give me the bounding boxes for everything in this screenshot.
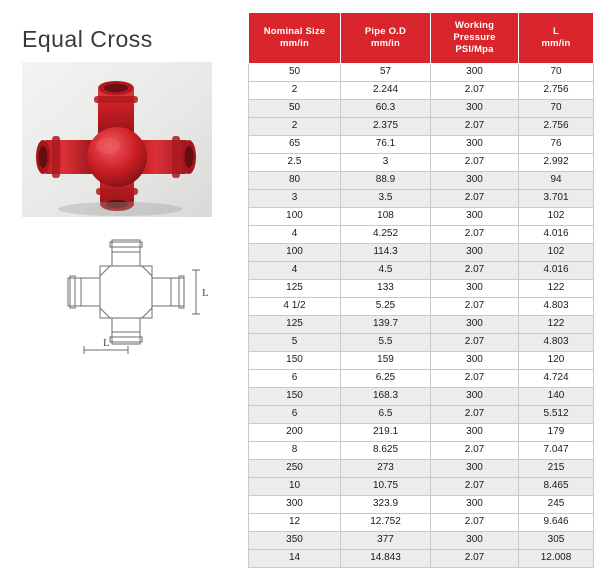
table-cell: 179 [519, 423, 594, 441]
table-row [249, 351, 594, 369]
table-cell: 300 [431, 63, 519, 81]
table-row [249, 81, 594, 99]
table-row [249, 513, 594, 531]
table-cell: 2.244 [341, 81, 431, 99]
table-cell: 50 [249, 99, 341, 117]
table-cell: 150 [249, 351, 341, 369]
table-cell: 100 [249, 207, 341, 225]
table-cell: 120 [519, 351, 594, 369]
table-row [249, 495, 594, 513]
table-row [249, 153, 594, 171]
table-cell: 102 [519, 243, 594, 261]
table-row [249, 207, 594, 225]
header-line-2: mm/in [371, 37, 400, 49]
table-cell: 14.843 [341, 549, 431, 567]
column-header-length [519, 13, 594, 64]
table-cell: 273 [341, 459, 431, 477]
table-row [249, 99, 594, 117]
table-cell: 2.07 [431, 225, 519, 243]
table-cell: 2.07 [431, 189, 519, 207]
table-cell: 300 [431, 171, 519, 189]
table-cell: 3.5 [341, 189, 431, 207]
table-cell: 5.25 [341, 297, 431, 315]
table-cell: 125 [249, 315, 341, 333]
table-cell: 377 [341, 531, 431, 549]
table-cell: 3.701 [519, 189, 594, 207]
table-cell: 122 [519, 315, 594, 333]
table-cell: 3 [249, 189, 341, 207]
table-cell: 65 [249, 135, 341, 153]
table-row [249, 369, 594, 387]
table-cell: 2.07 [431, 369, 519, 387]
product-panel [0, 0, 248, 501]
table-cell: 2 [249, 117, 341, 135]
header-line-1: Working [454, 20, 495, 31]
table-cell: 4.803 [519, 333, 594, 351]
table-cell: 12 [249, 513, 341, 531]
column-header-nominal-size [249, 13, 341, 64]
table-cell: 12.008 [519, 549, 594, 567]
table-cell: 2.07 [431, 333, 519, 351]
table-cell: 300 [431, 495, 519, 513]
table-row [249, 171, 594, 189]
table-cell: 139.7 [341, 315, 431, 333]
table-cell: 2.07 [431, 477, 519, 495]
table-cell: 4.016 [519, 261, 594, 279]
table-cell: 159 [341, 351, 431, 369]
table-row [249, 477, 594, 495]
table-cell: 8.465 [519, 477, 594, 495]
table-cell: 76 [519, 135, 594, 153]
table-row [249, 531, 594, 549]
table-cell: 323.9 [341, 495, 431, 513]
table-cell: 70 [519, 99, 594, 117]
table-row [249, 279, 594, 297]
table-cell: 14 [249, 549, 341, 567]
table-cell: 350 [249, 531, 341, 549]
table-row [249, 63, 594, 81]
table-cell: 2.07 [431, 441, 519, 459]
table-cell: 57 [341, 63, 431, 81]
table-row [249, 135, 594, 153]
table-cell: 150 [249, 387, 341, 405]
table-cell: 5.5 [341, 333, 431, 351]
table-cell: 300 [431, 99, 519, 117]
table-cell: 2.992 [519, 153, 594, 171]
table-cell: 4.252 [341, 225, 431, 243]
header-line-1: L [552, 25, 559, 37]
table-cell: 6.5 [341, 405, 431, 423]
header-line-3: PSI/Mpa [455, 43, 494, 55]
header-line-2: Pressure [453, 31, 496, 43]
table-row [249, 117, 594, 135]
table-row [249, 423, 594, 441]
table-row [249, 315, 594, 333]
table-cell: 2.07 [431, 153, 519, 171]
table-cell: 300 [431, 423, 519, 441]
table-row [249, 387, 594, 405]
dimension-label-horizontal: L [103, 337, 110, 349]
header-line-2: mm/in [280, 37, 309, 49]
table-cell: 133 [341, 279, 431, 297]
table-cell: 200 [249, 423, 341, 441]
table-cell: 300 [431, 387, 519, 405]
page-title: Equal Cross [22, 26, 153, 52]
table-cell: 300 [431, 531, 519, 549]
table-cell: 250 [249, 459, 341, 477]
product-line-drawing [40, 228, 220, 358]
table-cell: 300 [249, 495, 341, 513]
table-cell: 94 [519, 171, 594, 189]
table-cell: 3 [341, 153, 431, 171]
table-cell: 9.646 [519, 513, 594, 531]
table-cell: 2.07 [431, 549, 519, 567]
table-cell: 219.1 [341, 423, 431, 441]
table-cell: 4 [249, 225, 341, 243]
table-row [249, 549, 594, 567]
header-line-1: Nominal Size [263, 25, 326, 37]
dimension-label-vertical: L [202, 287, 209, 299]
table-cell: 2.07 [431, 117, 519, 135]
column-header-working-pressure [431, 13, 519, 64]
table-row [249, 297, 594, 315]
table-cell: 5.512 [519, 405, 594, 423]
table-cell: 70 [519, 63, 594, 81]
table-cell: 2.756 [519, 117, 594, 135]
table-cell: 300 [431, 315, 519, 333]
table-row [249, 333, 594, 351]
specification-table-wrapper [248, 12, 593, 568]
table-cell: 140 [519, 387, 594, 405]
table-cell: 10.75 [341, 477, 431, 495]
table-cell: 125 [249, 279, 341, 297]
table-cell: 168.3 [341, 387, 431, 405]
header-line-2: mm/in [541, 37, 571, 49]
table-cell: 4 1/2 [249, 297, 341, 315]
table-cell: 2.07 [431, 81, 519, 99]
table-cell: 2.07 [431, 513, 519, 531]
table-row [249, 261, 594, 279]
table-cell: 2.5 [249, 153, 341, 171]
table-row [249, 243, 594, 261]
table-cell: 100 [249, 243, 341, 261]
table-cell: 8.625 [341, 441, 431, 459]
table-cell: 300 [431, 135, 519, 153]
specification-table [248, 12, 594, 568]
table-cell: 50 [249, 63, 341, 81]
table-cell: 5 [249, 333, 341, 351]
table-cell: 305 [519, 531, 594, 549]
table-cell: 2 [249, 81, 341, 99]
table-cell: 2.756 [519, 81, 594, 99]
header-line-1: Pipe O.D [364, 25, 407, 37]
table-cell: 300 [431, 279, 519, 297]
table-cell: 7.047 [519, 441, 594, 459]
table-cell: 215 [519, 459, 594, 477]
table-header-row [249, 13, 594, 64]
table-row [249, 441, 594, 459]
table-cell: 4 [249, 261, 341, 279]
table-row [249, 225, 594, 243]
table-cell: 300 [431, 351, 519, 369]
table-cell: 245 [519, 495, 594, 513]
table-cell: 102 [519, 207, 594, 225]
table-cell: 12.752 [341, 513, 431, 531]
column-header-pipe-od [341, 13, 431, 64]
table-cell: 60.3 [341, 99, 431, 117]
table-cell: 2.07 [431, 261, 519, 279]
table-cell: 76.1 [341, 135, 431, 153]
product-photo [22, 62, 212, 217]
table-cell: 10 [249, 477, 341, 495]
table-cell: 300 [431, 243, 519, 261]
table-row [249, 189, 594, 207]
table-body [249, 63, 594, 567]
table-cell: 2.07 [431, 405, 519, 423]
table-cell: 114.3 [341, 243, 431, 261]
table-cell: 6.25 [341, 369, 431, 387]
table-cell: 4.016 [519, 225, 594, 243]
table-cell: 300 [431, 207, 519, 225]
table-cell: 108 [341, 207, 431, 225]
table-cell: 6 [249, 369, 341, 387]
table-cell: 88.9 [341, 171, 431, 189]
table-cell: 4.5 [341, 261, 431, 279]
table-cell: 2.375 [341, 117, 431, 135]
table-cell: 6 [249, 405, 341, 423]
table-cell: 2.07 [431, 297, 519, 315]
table-cell: 300 [431, 459, 519, 477]
table-cell: 80 [249, 171, 341, 189]
table-cell: 8 [249, 441, 341, 459]
table-row [249, 405, 594, 423]
table-cell: 4.724 [519, 369, 594, 387]
table-cell: 4.803 [519, 297, 594, 315]
table-cell: 122 [519, 279, 594, 297]
table-row [249, 459, 594, 477]
